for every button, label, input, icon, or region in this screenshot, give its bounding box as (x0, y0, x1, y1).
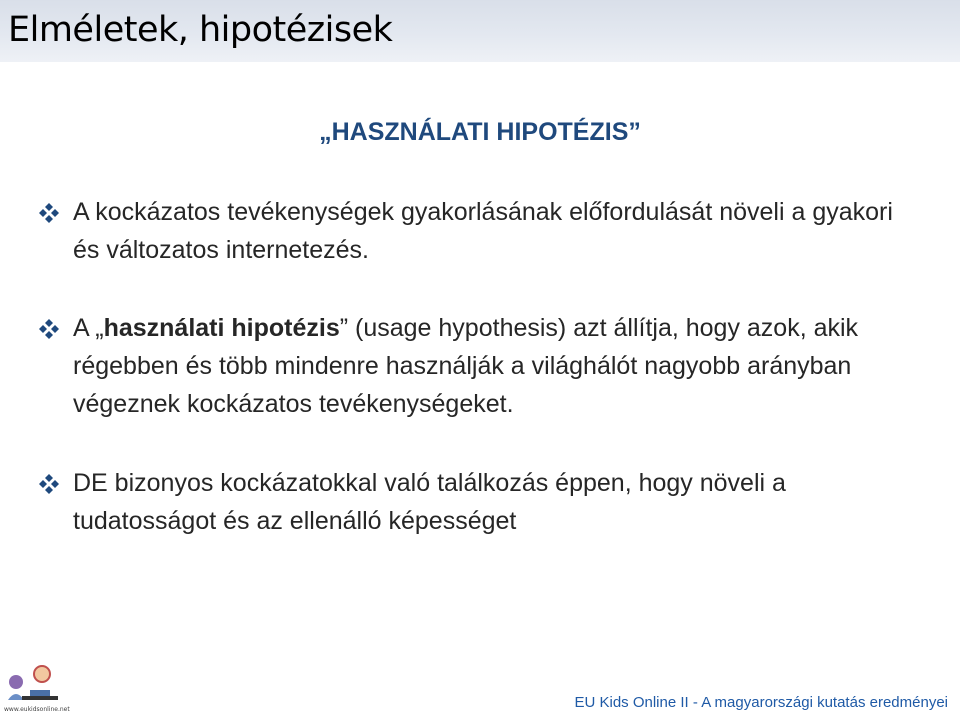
bullet-text: DE bizonyos kockázatokkal való találkozás éppen, hogy növeli a tudatosságot és az ellenálló képességet (73, 469, 786, 535)
slide-subtitle: „HASZNÁLATI HIPOTÉZIS” (319, 118, 641, 146)
footer-text: EU Kids Online II - A magyarországi kutatás eredményei (574, 694, 948, 711)
bullet-item (38, 309, 918, 423)
bullet-prefix: A „ (73, 314, 104, 342)
bullet-text: A kockázatos tevékenységek gyakorlásának előfordulását növeli a gyakori és változatos internetezés. (73, 198, 893, 264)
diamond-bullet-icon (38, 318, 60, 340)
bullet-text (73, 309, 918, 423)
logo-url: www.eukidsonline.net (4, 706, 70, 713)
title-bar (0, 0, 960, 62)
diamond-bullet-icon (38, 202, 60, 224)
bullet-item (38, 193, 918, 269)
bullet-suffix: ” (usage hypothesis) azt állítja, hogy azok, akik régebben és több mindenre használják a világhálót nagyobb arányban végeznek kockázatos tevékenységeket. (73, 314, 859, 418)
diamond-bullet-icon (38, 473, 60, 495)
bullet-bold-term: használati hipotézis (103, 314, 340, 342)
page-title: Elméletek, hipotézisek (8, 10, 393, 50)
bullet-item (38, 464, 918, 540)
